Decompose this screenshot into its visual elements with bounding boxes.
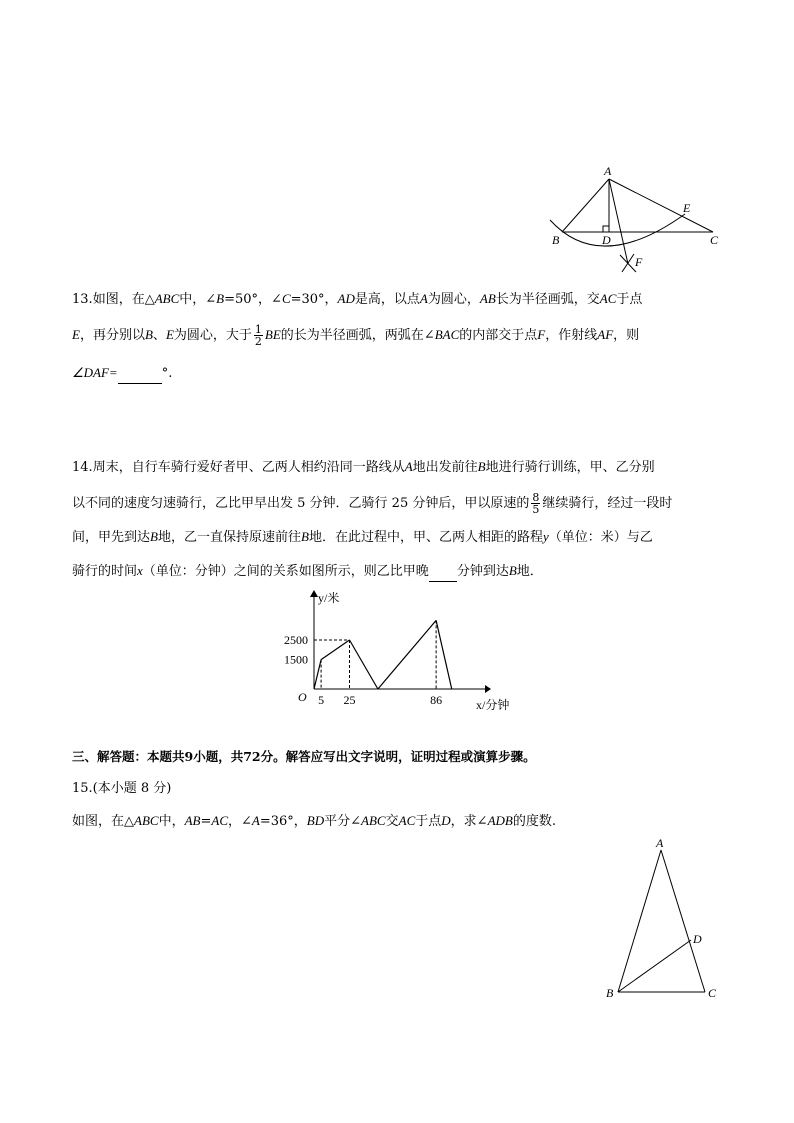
y-axis-label: y/米 [318, 591, 340, 605]
q14-text: （单位：分钟）之间的关系如图所示，则乙比甲晚 [142, 564, 429, 579]
q13-text: 如图，在△ [92, 292, 155, 307]
q13-var: F [537, 327, 546, 342]
q15-text: ，∠ [228, 814, 252, 829]
q15-var: ABC [134, 813, 159, 828]
question-number: 15.(本小题 8 分) [72, 781, 172, 796]
q14-text: 地出发前往 [412, 460, 478, 475]
y-tick-label: 2500 [284, 633, 308, 647]
q13-text: ，则 [613, 328, 640, 343]
q14-text: （单位：米）与乙 [548, 530, 653, 545]
x-tick-label: 25 [343, 693, 356, 707]
q14-line-4 [72, 562, 543, 582]
q13-text: =30°， [290, 292, 338, 307]
q14-var: A [404, 459, 413, 474]
q13-var: B [216, 291, 225, 306]
q14-text: 间，甲先到达 [72, 530, 151, 545]
q15-text: 的度数. [512, 814, 556, 829]
q13-var: E [72, 327, 80, 342]
q14-text: 地进行骑行训练，甲、乙分别 [485, 460, 655, 475]
q15-var: AB [184, 813, 201, 828]
q15-var: AC [211, 813, 228, 828]
q15-figure [598, 835, 728, 1005]
q13-var: BAC [434, 327, 460, 342]
q14-var: x [137, 563, 143, 578]
q14-var: y [542, 529, 549, 544]
q14-line-3 [72, 528, 653, 547]
heading-text: 9 [184, 749, 194, 764]
q13-figure [540, 160, 730, 280]
q15-label-C: C [708, 986, 717, 1000]
origin-label: O [298, 690, 307, 704]
q15-var: A [251, 813, 260, 828]
heading-text: 小题，共 [193, 749, 244, 764]
q13-text: 的内部交于点 [459, 328, 538, 343]
q13-text: 的长为半径画弧，两弧在∠ [280, 328, 435, 343]
q13-label-D: D [602, 233, 611, 247]
q15-label-D: D [693, 932, 702, 946]
q13-text: ∠DAF= [72, 365, 118, 380]
q13-label-F: F [635, 255, 643, 269]
q13-label-C: C [710, 233, 719, 247]
q14-fraction [531, 492, 540, 515]
q14-text: 继续骑行，经过一段时 [542, 496, 673, 511]
q14-text: 地．在此过程中，甲、乙两人相距的路程 [308, 530, 543, 545]
q13-var: AB [479, 291, 496, 306]
q13-var: ABC [154, 291, 180, 306]
q13-var: E [165, 327, 174, 342]
heading-text: 三、解答题：本题共 [72, 749, 185, 764]
q15-var: BD [306, 813, 325, 828]
q14-line-1 [72, 458, 655, 477]
q13-fraction [254, 324, 263, 347]
series-segment [314, 660, 321, 689]
question-number: 14. [72, 460, 93, 475]
q13-text: 长为半径画弧，交 [495, 292, 600, 307]
series-segment [350, 640, 378, 689]
q13-text: 中，∠ [179, 292, 217, 307]
fraction-numerator: 1 [254, 323, 262, 336]
q13-var: B [144, 327, 153, 342]
q15-line-1 [72, 812, 556, 831]
q13-var: A [419, 291, 428, 306]
q13-line-3 [72, 364, 172, 384]
q15-text: 于点 [415, 814, 442, 829]
q13-line-1 [72, 290, 642, 309]
fraction-denominator: 5 [532, 503, 540, 516]
q14-var: B [508, 563, 517, 578]
q14-chart [270, 585, 530, 720]
series-segment [378, 620, 436, 689]
q14-text: 分钟到达 [456, 564, 509, 579]
q15-var: AC [398, 813, 416, 828]
q15-text: =36°， [259, 814, 307, 829]
series-segment [321, 640, 349, 660]
q13-text: 为圆心， [427, 292, 480, 307]
q13-text: 为圆心，大于 [173, 328, 252, 343]
q13-text: °. [161, 366, 173, 381]
fraction-denominator: 2 [254, 335, 262, 348]
fraction-numerator: 8 [532, 491, 540, 504]
q15-label-B: B [606, 986, 614, 1000]
x-tick-label: 5 [318, 693, 325, 707]
q13-text: 于点 [616, 292, 643, 307]
q14-var: B [150, 529, 158, 544]
q13-text: =50°，∠ [224, 292, 282, 307]
q14-text: 地，乙一直保持原速前往 [157, 530, 301, 545]
q13-label-A: A [604, 164, 612, 178]
q13-var: AC [599, 291, 617, 306]
q15-var: ADB [487, 813, 513, 828]
heading-text: 72 [243, 749, 261, 764]
answer-blank[interactable] [429, 563, 457, 582]
answer-blank[interactable] [118, 365, 162, 384]
q14-text: 地． [516, 564, 543, 579]
q13-var: C [281, 291, 291, 306]
q15-var: ABC [361, 813, 386, 828]
q14-text: 周末，自行车骑行爱好者甲、乙两人相约沿同一路线从 [92, 460, 405, 475]
q14-var: B [477, 459, 486, 474]
q15-label-A: A [656, 836, 664, 850]
series-segment [436, 620, 452, 689]
q13-text: ，作射线 [545, 328, 598, 343]
q15-text: = [200, 814, 212, 829]
y-tick-label: 1500 [284, 652, 308, 667]
q15-text: 如图，在△ [72, 814, 134, 829]
q15-text: 中， [158, 814, 185, 829]
q13-text: 、 [152, 328, 166, 343]
q13-var: AD [337, 291, 355, 306]
q14-text: 以不同的速度匀速骑行，乙比甲早出发 5 分钟．乙骑行 25 分钟后，甲以原速的 [72, 496, 530, 511]
q15-text: ，求∠ [450, 814, 488, 829]
section-heading [72, 748, 536, 766]
q15-text: 交 [385, 814, 399, 829]
q13-var: BE [264, 327, 281, 342]
q14-line-2 [72, 492, 672, 515]
question-number: 13. [72, 292, 93, 307]
x-axis-arrow [485, 685, 491, 693]
q13-label-B: B [552, 233, 560, 247]
q13-label-E: E [683, 201, 691, 215]
q14-var: B [300, 529, 309, 544]
x-tick-label: 86 [430, 693, 443, 707]
q14-text: 骑行的时间 [72, 564, 138, 579]
heading-text: 分。解答应写出文字说明，证明过程或演算步骤。 [260, 749, 536, 764]
x-axis-label: x/分钟 [476, 698, 510, 712]
q13-var: AF [597, 327, 614, 342]
q13-line-2 [72, 324, 639, 347]
q13-text: 是高，以点 [354, 292, 420, 307]
q15-var: D [441, 813, 451, 828]
q15-text: 平分∠ [324, 814, 362, 829]
q13-text: ，再分别以 [79, 328, 145, 343]
y-axis-arrow [310, 590, 318, 597]
q15-header [72, 780, 171, 798]
